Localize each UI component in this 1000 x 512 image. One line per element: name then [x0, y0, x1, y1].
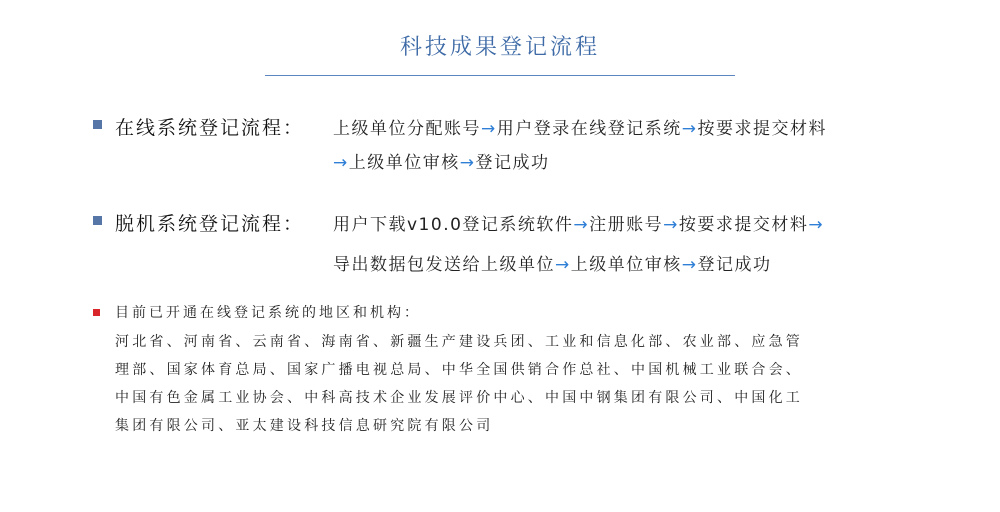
square-bullet-icon	[93, 216, 102, 225]
arrow-right-icon: →	[681, 255, 698, 275]
arrow-right-icon: →	[481, 119, 497, 139]
flow-step: 用户下载v10.0登记系统软件	[333, 215, 574, 235]
flow-step: 登记成功	[697, 255, 772, 275]
flow-step: 按要求提交材料	[697, 119, 827, 139]
flow-step: 上级单位分配账号	[333, 119, 481, 139]
square-bullet-icon	[93, 120, 102, 129]
online-flow-label: 在线系统登记流程：	[115, 117, 305, 139]
arrow-right-icon: →	[663, 215, 679, 235]
arrow-right-icon: →	[459, 153, 476, 173]
arrow-right-icon: →	[681, 119, 698, 139]
offline-flow-line-1	[333, 210, 824, 235]
orgs-line: 中国有色金属工业协会、中科高技术企业发展评价中心、中国中钢集团有限公司、中国化工	[115, 390, 803, 406]
page-title: 科技成果登记流程	[399, 35, 600, 60]
flow-step: 导出数据包发送给上级单位	[333, 255, 555, 275]
online-flow-line-1	[333, 114, 827, 139]
flow-step: 上级单位审核	[570, 255, 682, 275]
flow-step: 登记成功	[475, 153, 550, 173]
arrow-right-icon: →	[555, 255, 571, 275]
offline-flow-line-2	[333, 250, 772, 275]
orgs-heading: 目前已开通在线登记系统的地区和机构：	[115, 305, 421, 321]
arrow-right-icon: →	[333, 153, 349, 173]
orgs-line: 理部、国家体育总局、国家广播电视总局、中华全国供销合作总社、中国机械工业联合会、	[115, 362, 803, 378]
arrow-right-icon: →	[808, 215, 825, 235]
flow-step: 按要求提交材料	[678, 215, 809, 235]
offline-flow-label: 脱机系统登记流程：	[115, 213, 305, 235]
online-flow-line-2	[333, 148, 550, 173]
flow-step: 用户登录在线登记系统	[496, 119, 682, 139]
orgs-line: 河北省、河南省、云南省、海南省、新疆生产建设兵团、工业和信息化部、农业部、应急管	[115, 334, 803, 350]
orgs-line: 集团有限公司、亚太建设科技信息研究院有限公司	[115, 418, 494, 434]
title-underline	[265, 75, 735, 76]
red-square-bullet-icon	[93, 309, 100, 316]
flow-step: 注册账号	[589, 215, 664, 235]
flow-step: 上级单位审核	[348, 153, 460, 173]
arrow-right-icon: →	[573, 215, 590, 235]
